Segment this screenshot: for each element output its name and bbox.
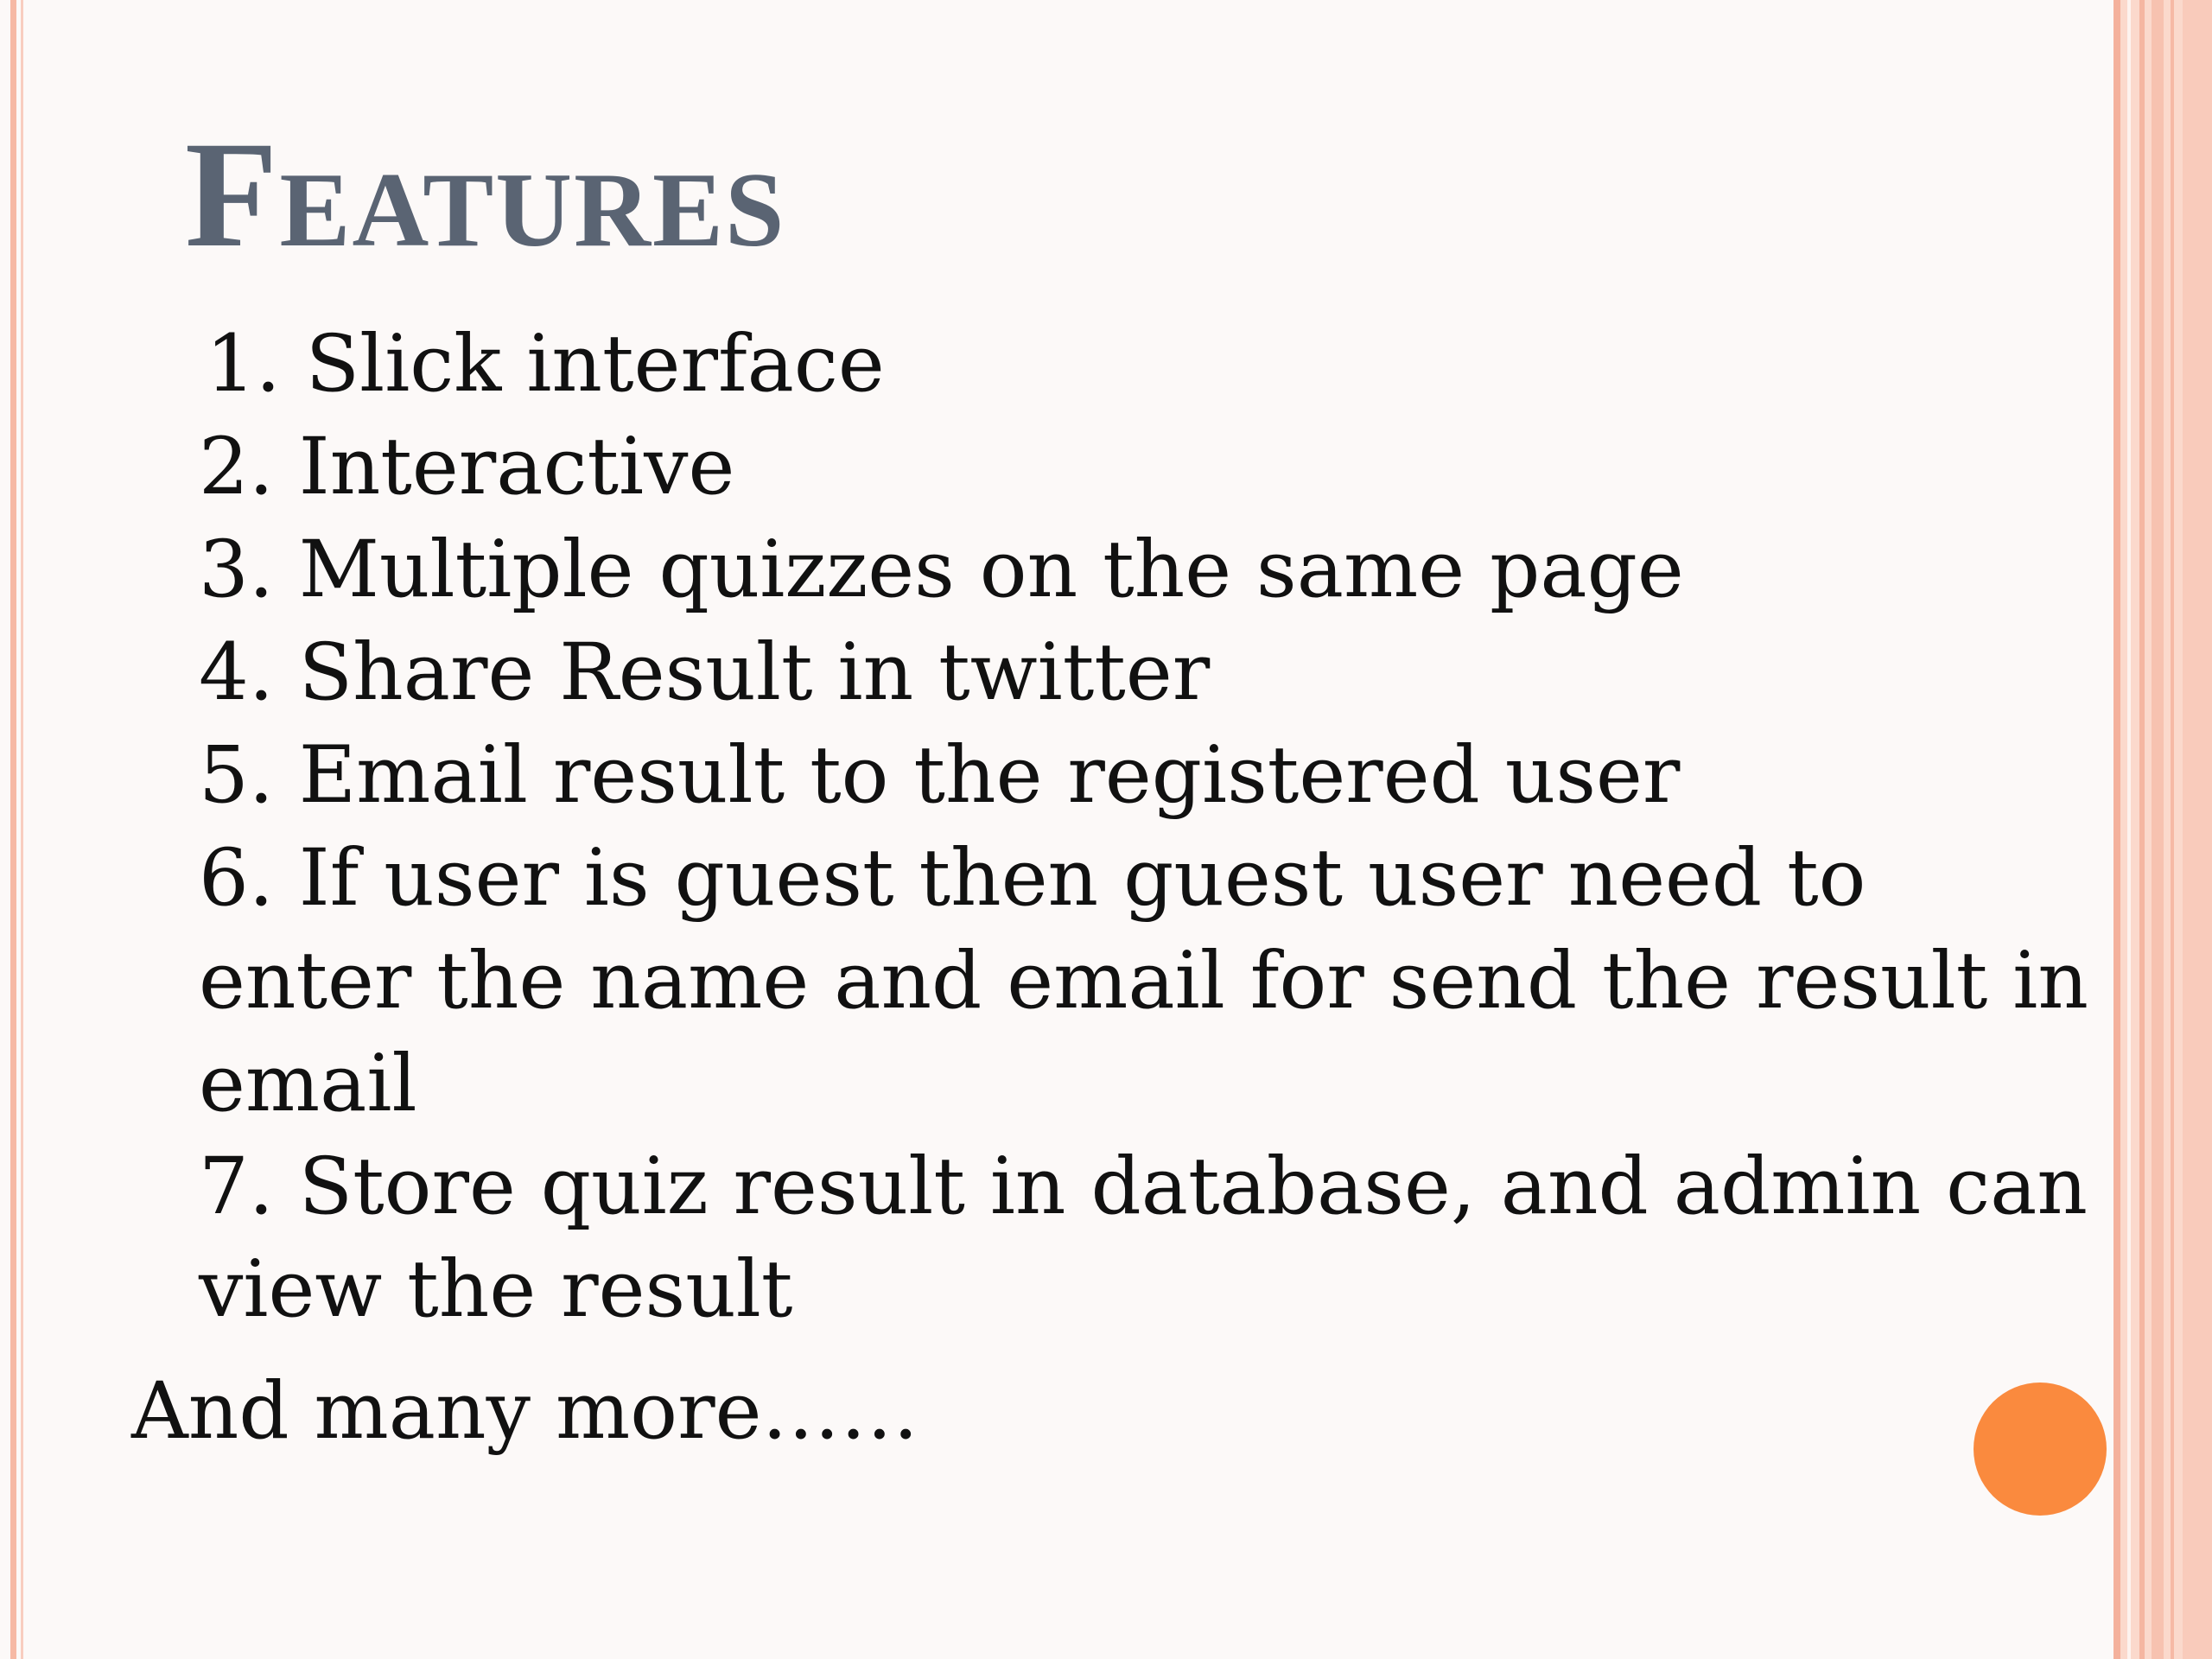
right-border-line xyxy=(2113,0,2120,1659)
right-border-line xyxy=(2139,0,2145,1659)
feature-item: 6. If user is guest then guest user need to enter the name and email for send the result in email xyxy=(199,833,2088,1129)
feature-list xyxy=(199,313,2091,1341)
orange-circle-decoration xyxy=(1974,1382,2107,1516)
slide-title: Features xyxy=(185,111,786,279)
right-border-line xyxy=(2127,0,2131,1659)
right-border-line xyxy=(2183,0,2212,1659)
feature-item: 1. Slick interface xyxy=(206,319,885,410)
right-border-line xyxy=(2152,0,2164,1659)
left-border-stripe xyxy=(10,0,16,1659)
closing-text: And many more…… xyxy=(131,1366,919,1457)
feature-item: 7. Store quiz result in database, and admin can view the result xyxy=(199,1141,2088,1335)
feature-item: 3. Multiple quizzes on the same page xyxy=(199,524,1684,615)
left-border-stripe-inner xyxy=(21,0,23,1659)
feature-item: 5. Email result to the registered user xyxy=(199,730,1681,821)
feature-item: 4. Share Result in twitter xyxy=(199,627,1211,718)
feature-item: 2. Interactive xyxy=(199,422,735,512)
right-border-line xyxy=(2171,0,2174,1659)
